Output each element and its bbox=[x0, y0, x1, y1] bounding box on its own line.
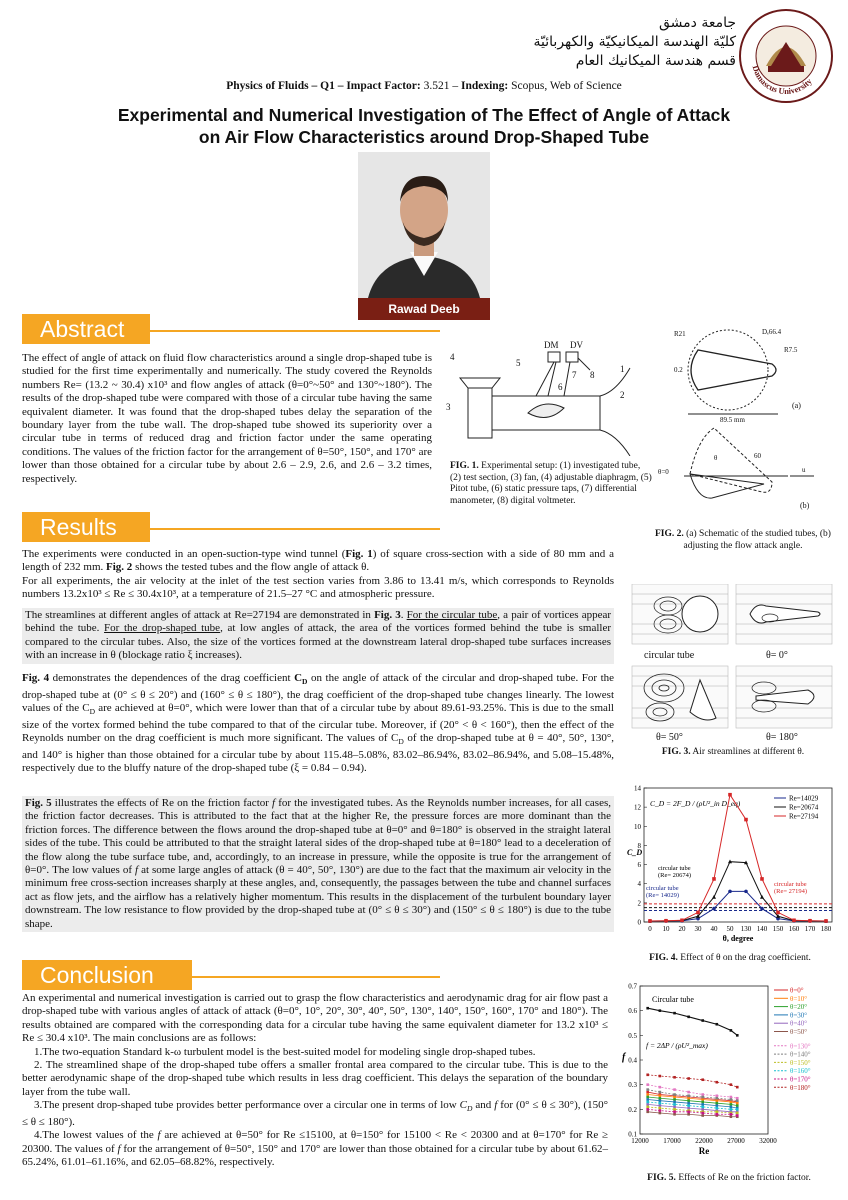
fig5-data-point bbox=[673, 1088, 676, 1091]
fig5-data-point bbox=[736, 1102, 739, 1105]
fig5-data-point bbox=[736, 1086, 739, 1089]
figure-3-caption: FIG. 3. Air streamlines at different θ. bbox=[661, 747, 805, 757]
fig4-annotation: (Re= 27194) bbox=[774, 888, 808, 895]
fig1-label-dv: DV bbox=[570, 340, 583, 350]
fig5-data-point bbox=[659, 1107, 662, 1110]
fig4-x-tick-label: 30 bbox=[694, 925, 702, 933]
fig5-data-point bbox=[673, 1111, 676, 1114]
fig5-legend-label: θ=160° bbox=[790, 1067, 811, 1076]
fig5-data-point bbox=[659, 1099, 662, 1102]
fig5-data-point bbox=[673, 1012, 676, 1015]
author-name: Rawad Deeb bbox=[358, 298, 490, 320]
fig4-x-tick-label: 160 bbox=[788, 925, 800, 933]
fig2-r75: R7.5 bbox=[784, 346, 798, 354]
fig5-data-point bbox=[701, 1101, 704, 1104]
fig5-y-tick-label: 0.7 bbox=[628, 982, 637, 991]
fig5-data-point bbox=[646, 1106, 649, 1109]
fig5-data-point bbox=[701, 1096, 704, 1099]
fig5-data-point bbox=[646, 1108, 649, 1111]
fig5-data-point bbox=[716, 1081, 719, 1084]
fig4-data-point bbox=[648, 919, 652, 923]
fig5-data-point bbox=[687, 1111, 690, 1114]
fig4-annotation: circular tube bbox=[774, 881, 807, 888]
fig5-legend-label: θ=10° bbox=[790, 994, 808, 1003]
fig4-data-point bbox=[824, 919, 828, 923]
fig5-data-point bbox=[646, 1101, 649, 1104]
fig4-annotation: (Re= 20674) bbox=[658, 872, 692, 879]
figure-5-caption: FIG. 5. Effects of Re on the friction factor. bbox=[647, 1173, 811, 1183]
fig4-x-tick-label: 10 bbox=[662, 925, 670, 933]
fig5-data-point bbox=[736, 1114, 739, 1117]
fig2-height: 0.2 bbox=[674, 366, 683, 374]
department-name-ar: قسم هندسة الميكانيك العام bbox=[575, 53, 736, 69]
faculty-header bbox=[476, 14, 736, 71]
fig5-x-tick-label: 12000 bbox=[631, 1137, 649, 1145]
fig5-y-tick-label: 0.1 bbox=[628, 1130, 637, 1139]
fig5-data-point bbox=[646, 1083, 649, 1086]
fig5-data-point bbox=[646, 1088, 649, 1091]
fig3-label-theta180: θ= 180° bbox=[766, 732, 798, 742]
fig5-data-point bbox=[646, 1007, 649, 1010]
fig1-label-4: 4 bbox=[450, 352, 455, 362]
fig2-r21: R21 bbox=[674, 330, 686, 338]
fig4-x-tick-label: 180 bbox=[820, 925, 832, 933]
fig1-label-dm: DM bbox=[544, 340, 559, 350]
fig4-data-point bbox=[728, 793, 732, 797]
paper-title: Experimental and Numerical Investigation of The Effect of Angle of Attack on Air Flow Characteristics around Drop-Shaped Tube bbox=[117, 105, 731, 147]
fig1-label-8: 8 bbox=[590, 370, 595, 380]
fig4-data-point bbox=[712, 895, 716, 899]
figure-4 bbox=[622, 782, 838, 962]
fig2-dims: 60 bbox=[754, 452, 761, 460]
fig4-data-point bbox=[776, 911, 780, 915]
fig2-theta: θ bbox=[714, 454, 718, 462]
fig4-x-tick-label: 130 bbox=[740, 925, 752, 933]
fig5-data-point bbox=[701, 1098, 704, 1101]
fig5-data-point bbox=[659, 1102, 662, 1105]
fig3-label-theta0: θ= 0° bbox=[766, 650, 788, 661]
fig5-data-point bbox=[736, 1034, 739, 1037]
fig5-data-point bbox=[673, 1098, 676, 1101]
fig5-legend-label: θ=130° bbox=[790, 1042, 811, 1051]
fig5-data-point bbox=[673, 1093, 676, 1096]
fig5-data-point bbox=[716, 1023, 719, 1026]
logo-lettering: Damascus University bbox=[750, 64, 814, 97]
fig5-legend-label: θ=30° bbox=[790, 1011, 808, 1020]
fig5-data-point bbox=[736, 1112, 739, 1115]
fig5-data-point bbox=[659, 1094, 662, 1097]
fig4-data-point bbox=[680, 918, 684, 922]
fig5-data-point bbox=[716, 1113, 719, 1116]
fig5-data-point bbox=[730, 1098, 733, 1101]
fig4-y-tick-label: 4 bbox=[637, 880, 641, 889]
figure-4-caption: FIG. 4. Effect of θ on the drag coefficient. bbox=[649, 953, 811, 963]
fig4-legend-label: Re=14029 bbox=[789, 794, 819, 803]
fig3-label-circular: circular tube bbox=[644, 650, 695, 661]
fig4-y-tick-label: 0 bbox=[637, 918, 641, 927]
fig5-data-point bbox=[701, 1114, 704, 1117]
fig5-data-point bbox=[646, 1093, 649, 1096]
fig4-annotation: circular tube bbox=[646, 885, 679, 892]
fig5-data-point bbox=[659, 1086, 662, 1089]
fig5-data-point bbox=[716, 1104, 719, 1107]
experimental-setup-diagram bbox=[440, 338, 652, 456]
fig5-data-point bbox=[736, 1108, 739, 1111]
fig5-data-point bbox=[730, 1029, 733, 1032]
fig4-y-tick-label: 6 bbox=[637, 861, 641, 870]
friction-factor-chart bbox=[618, 982, 840, 1168]
fig5-data-point bbox=[716, 1111, 719, 1114]
fig1-label-6: 6 bbox=[558, 382, 563, 392]
fig4-y-tick-label: 8 bbox=[637, 841, 641, 850]
fig4-data-point bbox=[728, 890, 732, 894]
fig4-x-tick-label: 140 bbox=[756, 925, 768, 933]
fig5-data-point bbox=[736, 1097, 739, 1100]
fig5-data-point bbox=[736, 1104, 739, 1107]
author-photo bbox=[358, 152, 490, 298]
fig5-data-point bbox=[701, 1103, 704, 1106]
fig5-data-point bbox=[687, 1091, 690, 1094]
fig4-x-tick-label: 40 bbox=[710, 925, 718, 933]
fig5-data-point bbox=[730, 1096, 733, 1099]
fig4-formula: C_D = 2F_D / (ρU²_in D_eq) bbox=[650, 799, 741, 808]
fig4-data-point bbox=[744, 890, 748, 894]
fig5-data-point bbox=[646, 1074, 649, 1077]
fig5-data-point bbox=[687, 1077, 690, 1080]
fig5-x-tick-label: 27000 bbox=[727, 1137, 745, 1145]
fig5-data-point bbox=[673, 1113, 676, 1116]
fig5-data-point bbox=[687, 1099, 690, 1102]
fig4-data-point bbox=[712, 907, 716, 911]
fig4-data-point bbox=[744, 818, 748, 822]
fig5-legend-label: θ=140° bbox=[790, 1050, 811, 1059]
fig5-data-point bbox=[673, 1108, 676, 1111]
conclusion-rule bbox=[192, 976, 440, 978]
fig5-data-point bbox=[730, 1108, 733, 1111]
fig2-deq: Dₑ66.4 bbox=[762, 328, 782, 336]
fig5-data-point bbox=[701, 1108, 704, 1111]
journal-info: Physics of Fluids – Q1 – Impact Factor: 3.521 – Indexing: Scopus, Web of Science bbox=[226, 80, 622, 92]
fig4-x-tick-label: 0 bbox=[648, 925, 652, 933]
streamlines-panels bbox=[630, 584, 836, 742]
fig5-data-point bbox=[673, 1101, 676, 1104]
fig5-legend-label: θ=40° bbox=[790, 1019, 808, 1028]
fig5-data-point bbox=[646, 1103, 649, 1106]
fig4-data-point bbox=[664, 919, 668, 923]
fig5-data-point bbox=[716, 1094, 719, 1097]
fig4-x-tick-label: 170 bbox=[804, 925, 816, 933]
fig3-label-theta50: θ= 50° bbox=[656, 732, 683, 742]
results-heading: Results bbox=[22, 512, 150, 542]
fig5-data-point bbox=[673, 1096, 676, 1099]
fig5-y-tick-label: 0.5 bbox=[628, 1031, 637, 1040]
fig4-annotation: circular tube bbox=[658, 865, 691, 872]
fig5-data-point bbox=[730, 1083, 733, 1086]
fig4-y-tick-label: 2 bbox=[637, 899, 641, 908]
fig2-theta0: θ=0 bbox=[658, 468, 669, 476]
results-rule bbox=[150, 528, 440, 530]
fig5-data-point bbox=[687, 1016, 690, 1019]
drag-coefficient-chart bbox=[622, 782, 838, 948]
fig4-x-tick-label: 50 bbox=[726, 925, 734, 933]
fig5-data-point bbox=[659, 1009, 662, 1012]
fig5-data-point bbox=[701, 1112, 704, 1115]
fig5-data-point bbox=[646, 1091, 649, 1094]
fig5-data-point bbox=[659, 1091, 662, 1094]
fig5-legend-label: θ=170° bbox=[790, 1075, 811, 1084]
fig4-legend-label: Re=20674 bbox=[789, 803, 819, 812]
fig5-y-tick-label: 0.3 bbox=[628, 1081, 637, 1090]
fig5-data-point bbox=[701, 1093, 704, 1096]
fig5-data-point bbox=[687, 1107, 690, 1110]
fig5-data-point bbox=[687, 1104, 690, 1107]
conclusion-heading: Conclusion bbox=[22, 960, 192, 990]
abstract-rule bbox=[150, 330, 440, 332]
results-drag: Fig. 4 demonstrates the dependences of the drag coefficient $C_D$ on the angle of attack of the circular and drop-shaped tube. For the drop-shaped tube at (0° ≤ θ ≤ 20°) and (160° ≤ θ ≤ 180°), the drag coefficient of the drop-shaped tube changes linearly. The lowest values of the $C_D$ are achieved at θ=0°, which were lower than that of a circular tube by about 89.61-93.25%. This is due to the small size of the vortex formed behind the tube compared to that of the circular tube. Moreover, if (20° < θ < 160°), then the effect of the Reynolds number on the drag coefficient is much more significant. The values of $C_D$ of the drop-shaped tube at θ = 40°, 50°, 130°, and 140° is higher than those obtained for a circular tube by about 115.48–5.08%, 83.02–86.94%, 83.02–86.94%, and 5.08–15.48%, respectively due to the bluffy nature of the drop-shaped tube (ξ = 0.84 – 0.94). bbox=[22, 672, 615, 774]
fig5-data-point bbox=[646, 1096, 649, 1099]
fig5-data-point bbox=[701, 1106, 704, 1109]
fig4-y-tick-label: 10 bbox=[634, 822, 641, 831]
fig5-legend-label: θ=0° bbox=[790, 986, 804, 995]
fig5-data-point bbox=[730, 1101, 733, 1104]
conclusion-text: An experimental and numerical investigation is carried out to grasp the flow characteristics and aerodynamic drag for air flow past a drop-shaped tube with various angles of attack of attack (θ=0°, 10°, 20°, 30°, 40°, 50°, 130°, 140°, 150°, 160°, 170° and 180°). The results obtained are compared with the corresponding data for a circular tube having the same equivalent diameter for 13.2 x10³ ≤ Re ≤ 30.4 x10³. The main conclusions are as follows: 1.The two-equation Standard k-ω turbulent model is the best-suited model for modeling single drop-shaped tubes. 2. The streamlined shape of the drop-shaped tube offers a smaller frontal area compared to the circular tube. This is due to the better aerodynamic shape of the drop-shaped tube which results in less drag coefficient. This delays the separation of the boundary layer from the tube wall. 3.The present drop-shaped tube provides better performance over a circular one in terms of low $C_D$ and f for (0° ≤ θ ≤ 30°), (150° ≤ θ ≤ 180°). 4.The lowest values of the f are achieved at θ=50° for Re ≤15100, at θ=150° for 15100 < Re < 20300 and at θ=170° for Re ≥ 20300. The values of f for the arrangement of θ=50°, 150° and 170° are lower than those obtained for a circular tube by about 61.62–65.24%, 61.01–61.16%, and 62.05–68.82%, respectively. bbox=[22, 992, 608, 1169]
fig5-y-tick-label: 0.4 bbox=[628, 1056, 637, 1065]
fig5-data-point bbox=[730, 1103, 733, 1106]
fig5-data-point bbox=[673, 1106, 676, 1109]
fig5-x-tick-label: 17000 bbox=[663, 1137, 681, 1145]
fig5-data-point bbox=[687, 1102, 690, 1105]
figure-1-caption: FIG. 1. Experimental setup: (1) investigated tube, (2) test section, (3) fan, (4) adjustable diaphragm, (5) Pitot tube, (6) static pressure taps, (7) differential manometer, (8) digital voltmeter. bbox=[450, 461, 652, 506]
fig5-data-point bbox=[659, 1109, 662, 1112]
fig4-data-point bbox=[792, 918, 796, 922]
fig5-annotation: Circular tube bbox=[652, 995, 694, 1004]
fig5-data-point bbox=[659, 1112, 662, 1115]
fig5-y-axis-label: f bbox=[622, 1052, 626, 1063]
fig4-annotation: (Re= 14029) bbox=[646, 892, 680, 899]
fig2-panel-a: (a) bbox=[792, 401, 801, 410]
fig2-panel-b: (b) bbox=[800, 501, 810, 510]
fig5-y-tick-label: 0.6 bbox=[628, 1007, 637, 1016]
fig5-data-point bbox=[687, 1094, 690, 1097]
fig5-data-point bbox=[701, 1078, 704, 1081]
figure-1 bbox=[440, 338, 652, 518]
figure-3 bbox=[630, 584, 836, 756]
fig5-data-point bbox=[716, 1099, 719, 1102]
fig5-data-point bbox=[687, 1097, 690, 1100]
results-streamlines: The streamlines at different angles of attack at Re=27194 are demonstrated in Fig. 3. For the circular tube, a pair of vortices appear behind the tube. For the drop-shaped tube, at low angles of attack, the area of the vortices formed behind the tube is smaller compared to the circular tubes. Also, the size of the vortices formed at the downstream lateral drop-shaped tube surfaces increases with an increase in θ (blockage ratio ξ increases). bbox=[22, 608, 614, 664]
fig4-legend-label: Re=27194 bbox=[789, 812, 819, 821]
results-friction: Fig. 5 illustrates the effects of Re on the friction factor f for the investigated tubes. As the Reynolds number increases, for all cases, the friction factor decreases. This is attributed to the fact that at the higher Re, the pressure forces are more dominant than the friction forces. The difference between the flows around the drop-shaped tube at θ=0° and θ=180° is observed in the straight lateral sides of the tube. This could be attributed to that the straight lateral sides of the drop-shaped tube at θ=180° lead to a deceleration of the flow along the tube surface tube, and, accordingly, to an increase in pressure, while the opposite is true for the arrangement of θ=0°. The low values of f at some large angles of attack (θ = 40°, 50°, 130°) are due to the fact that the maximum air velocity in the minimum free cross-section increases sharply at these angles, and, consequently, the passages between the tube and channel surfaces act as flow jets, and the airflow has a relatively higher momentum. This results in the displacement of the turbulent boundary layer downstream. The low resistance to flow provided by the drop-shaped tube at (0° ≤ θ ≤ 30°) and (150° ≤ θ ≤ 180°) is due to the tube shape. bbox=[22, 796, 614, 932]
fig1-label-5: 5 bbox=[516, 358, 521, 368]
fig5-data-point bbox=[730, 1106, 733, 1109]
fig4-y-axis-label: C_D bbox=[627, 848, 643, 857]
faculty-name-ar: كليّة الهندسة الميكانيكيّة والكهربائيّة bbox=[533, 34, 736, 50]
fig5-data-point bbox=[730, 1115, 733, 1118]
fig5-data-point bbox=[673, 1076, 676, 1079]
fig2-u: u bbox=[802, 466, 806, 474]
abstract-text: The effect of angle of attack on fluid flow characteristics around a single drop-shaped tube is studied for the first time experimentally and numerically. The study covered the Reynolds numbers Re= (13.2 ~ 30.4) x10³ and flow angles of attack (θ=0°~50° and 130°~180°). The results of the drop-shaped tube were compared with those of a circular tube having the same equivalent diameter. It was found that the drop-shaped tubes delay the separation of the boundary layer from the tube wall. The drop-shaped tube showed its superiority over a circular tube in terms of reduced drag and friction factor under the same operating conditions. The values of the friction factor for the arrangement of θ=50°, 150°, and 170° are lower than those obtained for a circular tube by about 2.6 – 2.9, 2.6, and 2.6 – 3.2 times, respectively. bbox=[22, 352, 432, 485]
fig4-x-tick-label: 150 bbox=[772, 925, 784, 933]
figure-2-caption: FIG. 2. (a) Schematic of the studied tubes, (b) adjusting the flow attack angle. bbox=[655, 529, 831, 551]
fig5-formula: f = 2ΔP / (ρU²_max) bbox=[646, 1041, 708, 1050]
fig4-data-point bbox=[712, 877, 716, 881]
fig5-data-point bbox=[716, 1102, 719, 1105]
fig5-x-tick-label: 22000 bbox=[695, 1137, 713, 1145]
fig4-data-point bbox=[760, 877, 764, 881]
fig5-data-point bbox=[687, 1113, 690, 1116]
results-intro: The experiments were conducted in an open-suction-type wind tunnel (Fig. 1) of square cross-section with a side of 80 mm and a length of 232 mm. Fig. 2 shows the tested tubes and the flow angle of attack θ. For all experiments, the air velocity at the inlet of the test section varies from 3.86 to 13.41 m/s, which corresponds to Reynolds numbers 13.2x10³ ≤ Re ≤ 30.4x10³, at a temperature of 21.5–27 °C and atmospheric pressure. bbox=[22, 548, 614, 601]
fig5-x-axis-label: Re bbox=[698, 1146, 710, 1156]
fig5-data-point bbox=[736, 1099, 739, 1102]
university-name-ar: جامعة دمشق bbox=[658, 15, 736, 31]
fig5-data-point bbox=[659, 1097, 662, 1100]
fig5-legend-label: θ=50° bbox=[790, 1028, 808, 1036]
fig1-label-1: 1 bbox=[620, 364, 625, 374]
fig4-y-tick-label: 14 bbox=[634, 784, 641, 793]
fig4-data-point bbox=[760, 895, 764, 899]
fig4-x-axis-label: θ, degree bbox=[722, 934, 754, 943]
fig5-legend-label: θ=180° bbox=[790, 1083, 811, 1092]
fig5-series-line bbox=[648, 1008, 738, 1035]
fig1-label-3: 3 bbox=[446, 402, 451, 412]
fig5-data-point bbox=[673, 1103, 676, 1106]
fig5-legend-label: θ=20° bbox=[790, 1003, 808, 1012]
figure-5 bbox=[618, 982, 840, 1183]
fig5-x-tick-label: 32000 bbox=[759, 1137, 777, 1145]
fig5-legend-label: θ=150° bbox=[790, 1058, 811, 1067]
fig5-y-tick-label: 0.2 bbox=[628, 1105, 637, 1114]
tube-schematic-diagram bbox=[654, 324, 832, 512]
fig2-width: 89.5 mm bbox=[720, 416, 745, 424]
fig5-data-point bbox=[716, 1107, 719, 1110]
fig4-data-point bbox=[808, 919, 812, 923]
fig4-x-tick-label: 20 bbox=[678, 925, 686, 933]
fig5-data-point bbox=[659, 1075, 662, 1078]
fig5-data-point bbox=[659, 1104, 662, 1107]
fig1-label-2: 2 bbox=[620, 390, 625, 400]
fig5-data-point bbox=[716, 1097, 719, 1100]
fig1-label-7: 7 bbox=[572, 370, 577, 380]
fig4-data-point bbox=[760, 907, 764, 911]
fig5-data-point bbox=[701, 1019, 704, 1022]
fig4-y-tick-label: 12 bbox=[634, 803, 641, 812]
fig5-data-point bbox=[730, 1113, 733, 1116]
abstract-heading: Abstract bbox=[22, 314, 150, 344]
figure-2 bbox=[654, 324, 832, 556]
fig5-data-point bbox=[646, 1098, 649, 1101]
fig4-data-point bbox=[696, 911, 700, 915]
fig5-data-point bbox=[646, 1111, 649, 1114]
